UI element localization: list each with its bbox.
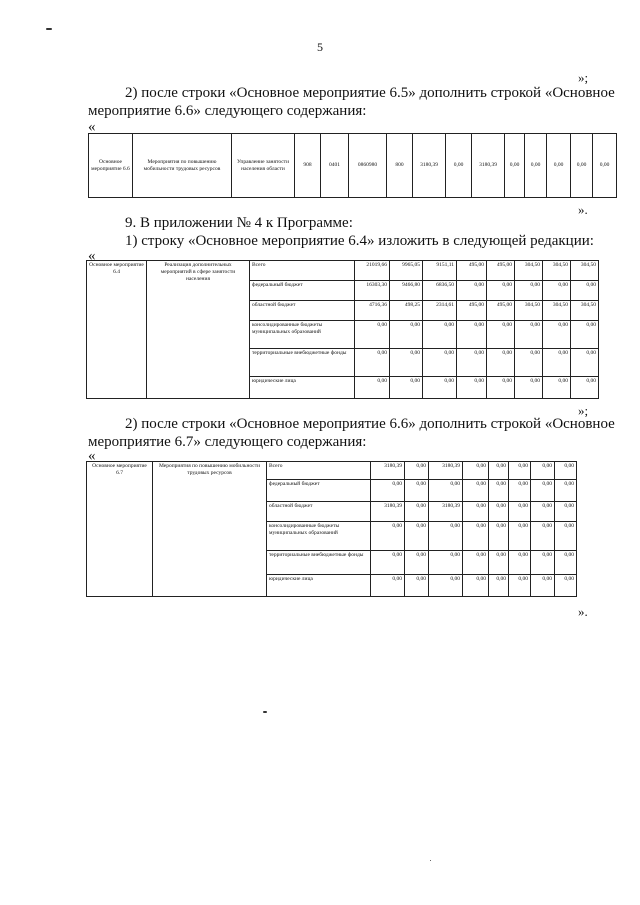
table-cell: Мероприятия по повышению мобильности трудовых ресурсов xyxy=(133,134,232,198)
table-cell: Всего xyxy=(250,261,355,281)
table-cell: 0,00 xyxy=(390,377,423,399)
table-measure-6-7 xyxy=(86,461,599,597)
table-cell: 0,00 xyxy=(390,321,423,349)
table-cell: 0,00 xyxy=(515,281,543,301)
table-cell: 498,25 xyxy=(390,301,423,321)
table-cell: 0,00 xyxy=(531,574,555,596)
table-cell: 3180,39 xyxy=(429,462,463,480)
table-cell: 0,00 xyxy=(390,349,423,377)
table-cell: Основное мероприятие 6.7 xyxy=(87,462,153,597)
table-cell: 0,00 xyxy=(509,480,531,502)
scan-speck xyxy=(46,28,52,30)
table-cell: 0,00 xyxy=(509,502,531,522)
table-cell: 0,00 xyxy=(555,522,577,550)
table-cell: 3180,39 xyxy=(371,502,405,522)
table-cell: 0,00 xyxy=(405,574,429,596)
table-cell: федеральный бюджет xyxy=(250,281,355,301)
table-cell: 0,00 xyxy=(463,480,489,502)
table-cell: 0,00 xyxy=(515,377,543,399)
closing-quote-1: »; xyxy=(578,70,589,85)
table-cell: 0,00 xyxy=(463,574,489,596)
table-cell: 9466,80 xyxy=(390,281,423,301)
table-cell: 0,00 xyxy=(555,480,577,502)
table-measure-6-6 xyxy=(88,133,617,198)
table-cell: 0,00 xyxy=(525,134,547,198)
para1-line1: 2) после строки «Основное мероприятие 6.5» дополнить строкой «Основное xyxy=(125,85,615,101)
table-cell: 495,00 xyxy=(487,301,515,321)
para2-line2: 1) строку «Основное мероприятие 6.4» изложить в следующей редакции: xyxy=(125,233,594,249)
table-cell: 0,00 xyxy=(457,281,487,301)
table-cell: консолидированные бюджеты муниципальных образований xyxy=(250,321,355,349)
table-cell: 16303,30 xyxy=(355,281,390,301)
table-cell: юридические лица xyxy=(267,574,371,596)
scan-speck xyxy=(263,711,267,713)
table-cell: 495,00 xyxy=(487,261,515,281)
table-row xyxy=(87,261,599,281)
table-cell: 0,00 xyxy=(429,480,463,502)
table-cell: 0,00 xyxy=(423,321,457,349)
table-cell: 0,00 xyxy=(463,462,489,480)
table-cell: областной бюджет xyxy=(250,301,355,321)
table-cell: 0,00 xyxy=(555,574,577,596)
table-measure-6-4 xyxy=(86,260,599,399)
table-row xyxy=(89,134,617,198)
table-cell: 304,50 xyxy=(571,261,599,281)
table-cell: 0,00 xyxy=(371,574,405,596)
page-number: 5 xyxy=(317,40,323,54)
table-cell: 0,00 xyxy=(405,522,429,550)
table-cell: 0,00 xyxy=(355,321,390,349)
para3-line1: 2) после строки «Основное мероприятие 6.6» дополнить строкой «Основное xyxy=(125,416,615,432)
table-cell: 0,00 xyxy=(457,377,487,399)
table-cell: 0,00 xyxy=(547,134,571,198)
table-cell: 0,00 xyxy=(509,462,531,480)
table-cell: 0,00 xyxy=(487,281,515,301)
table-cell: 3180,39 xyxy=(472,134,505,198)
table-cell: 0,00 xyxy=(515,349,543,377)
table-cell: 0,00 xyxy=(555,550,577,574)
table-cell: 0,00 xyxy=(543,321,571,349)
table-cell: 0,00 xyxy=(489,574,509,596)
table-cell: 495,00 xyxy=(457,261,487,281)
table-cell: 0,00 xyxy=(531,502,555,522)
table-cell: 3180,39 xyxy=(429,502,463,522)
table-row xyxy=(87,462,599,480)
table-cell: 0,00 xyxy=(405,480,429,502)
para1-line2: мероприятие 6.6» следующего содержания: xyxy=(88,103,367,119)
table-cell: 0,00 xyxy=(405,462,429,480)
table-cell: 9151,11 xyxy=(423,261,457,281)
table-cell: 0,00 xyxy=(429,522,463,550)
table-cell: 0,00 xyxy=(429,574,463,596)
table-cell: 0,00 xyxy=(489,550,509,574)
table-cell: 0,00 xyxy=(429,550,463,574)
table-cell: 6836,50 xyxy=(423,281,457,301)
table-cell: 0,00 xyxy=(463,522,489,550)
table-cell: 0,00 xyxy=(463,550,489,574)
table-cell: 0,00 xyxy=(509,522,531,550)
scan-speck xyxy=(430,860,431,861)
table-cell: 0,00 xyxy=(509,550,531,574)
open-quote-3: « xyxy=(88,448,96,464)
table-cell: 0,00 xyxy=(489,502,509,522)
table-cell: Управление занятости населения области xyxy=(232,134,295,198)
table-cell: 0,00 xyxy=(593,134,617,198)
table-cell: Всего xyxy=(267,462,371,480)
table-cell: 0,00 xyxy=(505,134,525,198)
table-cell: юридические лица xyxy=(250,377,355,399)
table-cell: 800 xyxy=(387,134,413,198)
table-cell: Реализация дополнительных мероприятий в сфере занятости населения xyxy=(147,261,250,399)
table-cell: 0,00 xyxy=(463,502,489,522)
table-cell: 304,50 xyxy=(543,261,571,281)
table-cell: 0860980 xyxy=(349,134,387,198)
table-cell: 0,00 xyxy=(487,321,515,349)
table-cell: 0,00 xyxy=(355,349,390,377)
table-cell: 0,00 xyxy=(571,349,599,377)
table-cell: 0,00 xyxy=(531,550,555,574)
table-cell: 0,00 xyxy=(405,550,429,574)
table-cell: 9965,05 xyxy=(390,261,423,281)
table-cell: 0,00 xyxy=(571,281,599,301)
para3-line2: мероприятие 6.7» следующего содержания: xyxy=(88,434,367,450)
table-cell: 0,00 xyxy=(371,480,405,502)
table-cell: 0,00 xyxy=(543,281,571,301)
table-cell: 0,00 xyxy=(423,349,457,377)
table-cell: 0,00 xyxy=(489,522,509,550)
table-cell: 0,00 xyxy=(531,522,555,550)
table-cell: 0,00 xyxy=(446,134,472,198)
table-cell: 304,50 xyxy=(571,301,599,321)
open-quote-1: « xyxy=(88,119,96,135)
table-cell: 0,00 xyxy=(489,462,509,480)
table-cell: 0,00 xyxy=(487,377,515,399)
table-cell: 0,00 xyxy=(457,321,487,349)
table-cell: территориальные внебюджетные фонды xyxy=(250,349,355,377)
table-cell: 0,00 xyxy=(371,550,405,574)
table-cell: 3180,39 xyxy=(371,462,405,480)
table-cell: 0,00 xyxy=(405,502,429,522)
table-cell: 0,00 xyxy=(457,349,487,377)
table-cell: 908 xyxy=(295,134,321,198)
para2-line1: 9. В приложении № 4 к Программе: xyxy=(125,215,353,231)
table-cell: 0,00 xyxy=(555,462,577,480)
table-cell: Основное мероприятие 6.6 xyxy=(89,134,133,198)
table-cell: территориальные внебюджетные фонды xyxy=(267,550,371,574)
closing-quote-2: ». xyxy=(578,202,588,217)
table-cell: 0,00 xyxy=(355,377,390,399)
table-cell: 21019,66 xyxy=(355,261,390,281)
table-cell: 0,00 xyxy=(489,480,509,502)
table-cell: 304,50 xyxy=(515,301,543,321)
table-cell: 0,00 xyxy=(531,462,555,480)
table-cell: 0,00 xyxy=(531,480,555,502)
table-cell: 4716,36 xyxy=(355,301,390,321)
table-cell: федеральный бюджет xyxy=(267,480,371,502)
table-cell: 0,00 xyxy=(543,377,571,399)
closing-quote-4: ». xyxy=(578,604,588,619)
open-quote-2: « xyxy=(88,248,96,264)
closing-quote-3: »; xyxy=(578,403,589,418)
table-cell: 0,00 xyxy=(371,522,405,550)
table-cell: 0,00 xyxy=(487,349,515,377)
table-cell: 0,00 xyxy=(423,377,457,399)
table-cell: 0,00 xyxy=(571,134,593,198)
table-cell: областной бюджет xyxy=(267,502,371,522)
table-cell: Основное мероприятие 6.4 xyxy=(87,261,147,399)
table-cell: 0401 xyxy=(321,134,349,198)
table-cell: 2314,61 xyxy=(423,301,457,321)
table-cell: 0,00 xyxy=(515,321,543,349)
table-cell: 0,00 xyxy=(571,377,599,399)
table-cell: 0,00 xyxy=(509,574,531,596)
table-cell: консолидированные бюджеты муниципальных образований xyxy=(267,522,371,550)
table-cell: 0,00 xyxy=(543,349,571,377)
table-cell: 0,00 xyxy=(571,321,599,349)
table-cell: 304,50 xyxy=(515,261,543,281)
table-cell: 495,00 xyxy=(457,301,487,321)
table-cell: 304,50 xyxy=(543,301,571,321)
table-cell: Мероприятия по повышению мобильности трудовых ресурсов xyxy=(153,462,267,597)
table-cell: 3180,39 xyxy=(413,134,446,198)
table-cell: 0,00 xyxy=(555,502,577,522)
